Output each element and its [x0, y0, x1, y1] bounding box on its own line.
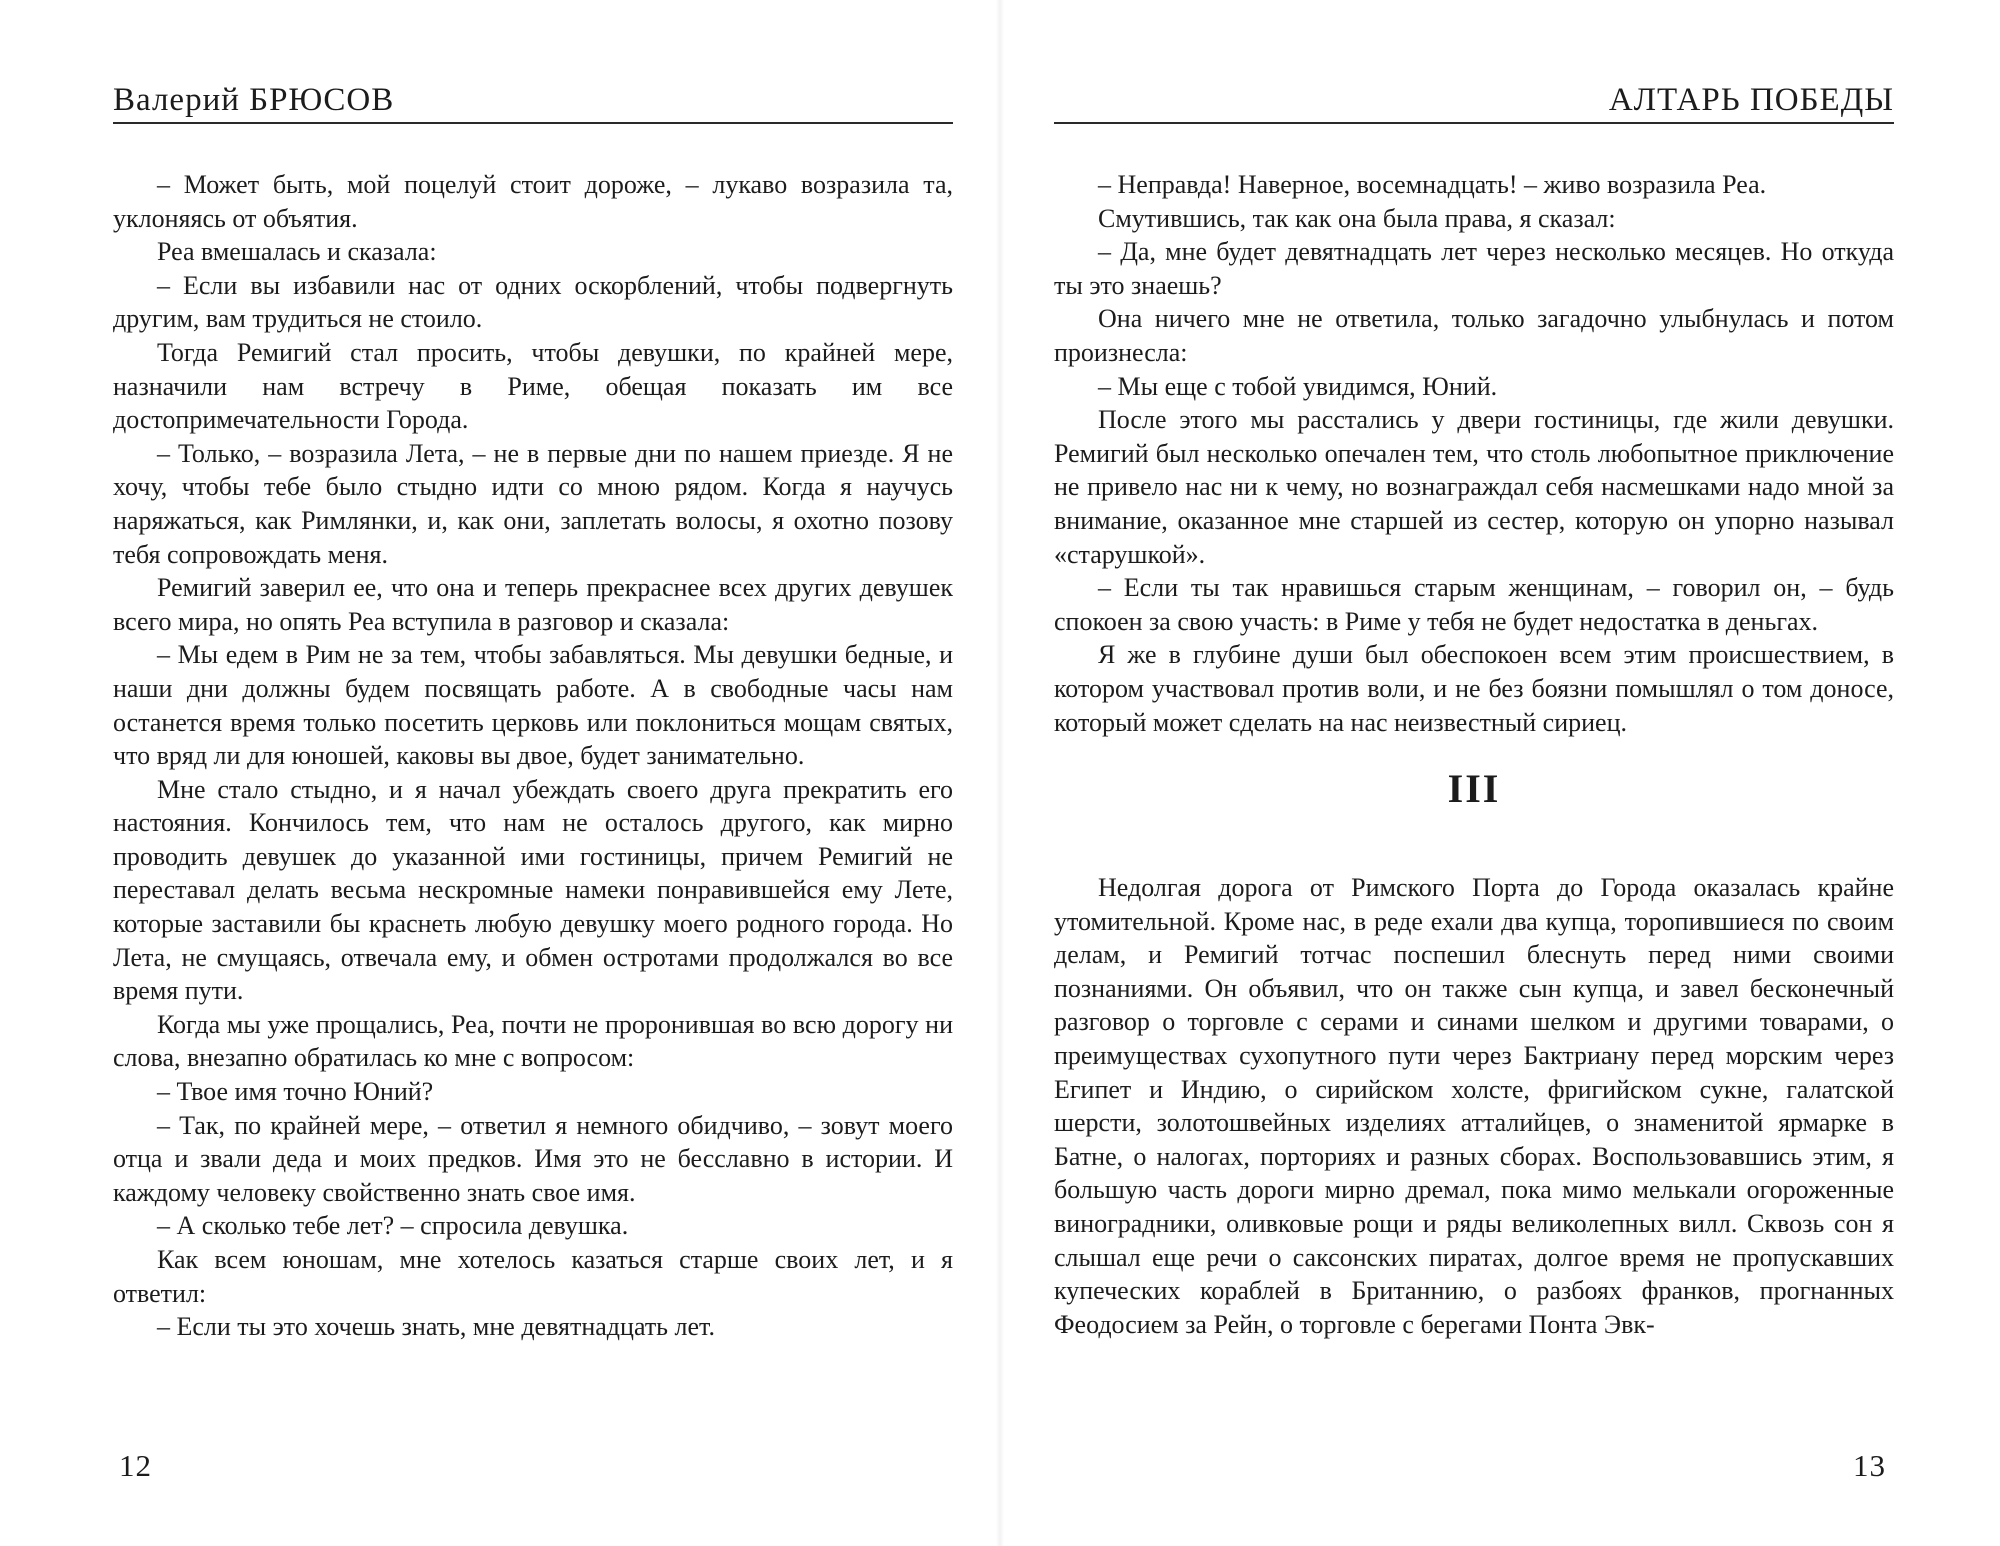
paragraph: Когда мы уже прощались, Реа, почти не проронившая во всю дорогу ни слова, внезапно обратилась ко мне с вопросом:	[113, 1009, 953, 1073]
paragraph: Она ничего мне не ответила, только загадочно улыбнулась и потом произнесла:	[1054, 304, 1894, 367]
paragraph: Я же в глубине души был обеспокоен всем этим происшествием, в котором участвовал против воли, и не без боязни помышлял о том доносе, который может сделать на нас неизвестный сириец.	[1054, 640, 1894, 737]
paragraph: Смутившись, так как она была права, я сказал:	[1098, 203, 1616, 233]
paragraph: – Неправда! Наверное, восемнадцать! – живо возразила Реа.	[1098, 170, 1767, 199]
paragraph: – Если вы избавили нас от одних оскорблений, чтобы подвергнуть другим, вам трудиться не стоило.	[113, 270, 953, 334]
paragraph: Как всем юношам, мне хотелось казаться старше своих лет, и я ответил:	[113, 1245, 953, 1308]
paragraph: – Может быть, мой поцелуй стоит дороже, – лукаво возразила та, уклоняясь от объятия.	[113, 170, 953, 233]
paragraph: – Мы едем в Рим не за тем, чтобы забавляться. Мы девушки бедные, и наши дни должны будем посвящать работе. А в свободные часы нам останется время только посетить церковь или поклониться мощам святых, что вряд ли для юношей, каковы вы двое, будет занимательно.	[113, 640, 953, 771]
paragraph: Тогда Ремигий стал просить, чтобы девушки, по крайней мере, назначили нам встречу в Риме, обещая показать им все достопримечательности Города.	[113, 337, 953, 435]
right-page-number: 13	[1853, 1448, 1886, 1483]
paragraph: – Да, мне будет девятнадцать лет через несколько месяцев. Но откуда ты это знаешь?	[1054, 237, 1894, 300]
paragraph: – Твое имя точно Юний?	[157, 1077, 434, 1107]
paragraph: – Мы еще с тобой увидимся, Юний.	[1098, 371, 1498, 401]
paragraph: Ремигий заверил ее, что она и теперь прекраснее всех других девушек всего мира, но опять Реа вступила в разговор и сказала:	[113, 573, 953, 636]
paragraph: – А сколько тебе лет? – спросила девушка.	[157, 1211, 629, 1241]
chapter-heading: III	[1447, 766, 1501, 812]
left-text-block	[113, 168, 953, 1344]
right-page	[1054, 0, 1894, 1546]
left-page	[113, 0, 953, 1546]
right-running-head: АЛТАРЬ ПОБЕДЫ	[1054, 78, 1894, 124]
paragraph: Мне стало стыдно, и я начал убеждать своего друга прекратить его настояния. Кончилось тем, что нам не осталось другого, как мирно проводить девушек до указанной ими гостиницы, причем Ремигий не переставал делать весьма нескромные намеки понравившейся ему Лете, которые заставили бы краснеть любую девушку моего родного города. Но Лета, не смущаясь, отвечала ему, и обмен остротами продолжался во все время пути.	[113, 774, 953, 1006]
left-running-head: Валерий БРЮСОВ	[113, 78, 953, 124]
paragraph: – Если ты так нравишься старым женщинам, – говорил он, – будь спокоен за свою участь: в Риме у тебя не будет недостатка в деньгах.	[1054, 573, 1894, 636]
paragraph: – Если ты это хочешь знать, мне девятнадцать лет.	[157, 1312, 715, 1342]
paragraph: – Так, по крайней мере, – ответил я немного обидчиво, – зовут моего отца и звали деда и моих предков. Имя это не бесславно в истории. И каждому человеку свойственно знать свое имя.	[113, 1110, 953, 1207]
gutter	[996, 0, 1004, 1546]
left-page-number: 12	[119, 1448, 152, 1483]
paragraph: Реа вмешалась и сказала:	[157, 237, 437, 267]
paragraph: – Только, – возразила Лета, – не в первые дни по нашем приезде. Я не хочу, чтобы тебе было стыдно идти со мною рядом. Когда я научусь наряжаться, как Римлянки, и, как они, заплетать волосы, я охотно позову тебя сопровождать меня.	[113, 438, 953, 569]
paragraph: Недолгая дорога от Римского Порта до Города оказалась крайне утомительной. Кроме нас, в реде ехали два купца, торопившиеся по своим делам, и Ремигий тотчас поспешил блеснуть перед ними своими познаниями. Он объявил, что он также сын купца, и завел бесконечный разговор о торговле с серами и синами шелком и другими товарами, о преимуществах сухопутного пути через Бактриану перед морским через Египет и Индию, о сирийском холсте, фригийском сукне, галатской шерсти, золотошвейных изделиях атталийцев, о знаменитой ярмарке в Батне, о налогах, портoриях и разных сборах. Воспользовавшись этим, я большую часть дороги мирно дремал, пока мимо мелькали огороженные виноградники, оливковые рощи и ряды великолепных вилл. Сквозь сон я слышал еще речи о саксонских пиратах, долгое время не пропускавших купеческих кораблей в Британнию, о разбоях франков, прогнанных Феодосием за Рейн, о торговле с берегами Понта Эвк-	[1054, 873, 1894, 1339]
paragraph: После этого мы расстались у двери гостиницы, где жили девушки. Ремигий был несколько опечален тем, что столь любопытное приключение не привело нас ни к чему, но вознаграждал себя насмешками надо мной за внимание, оказанное мне старшей из сестер, которую он упорно называл «старушкой».	[1054, 405, 1894, 569]
right-text-block	[1054, 168, 1894, 1341]
